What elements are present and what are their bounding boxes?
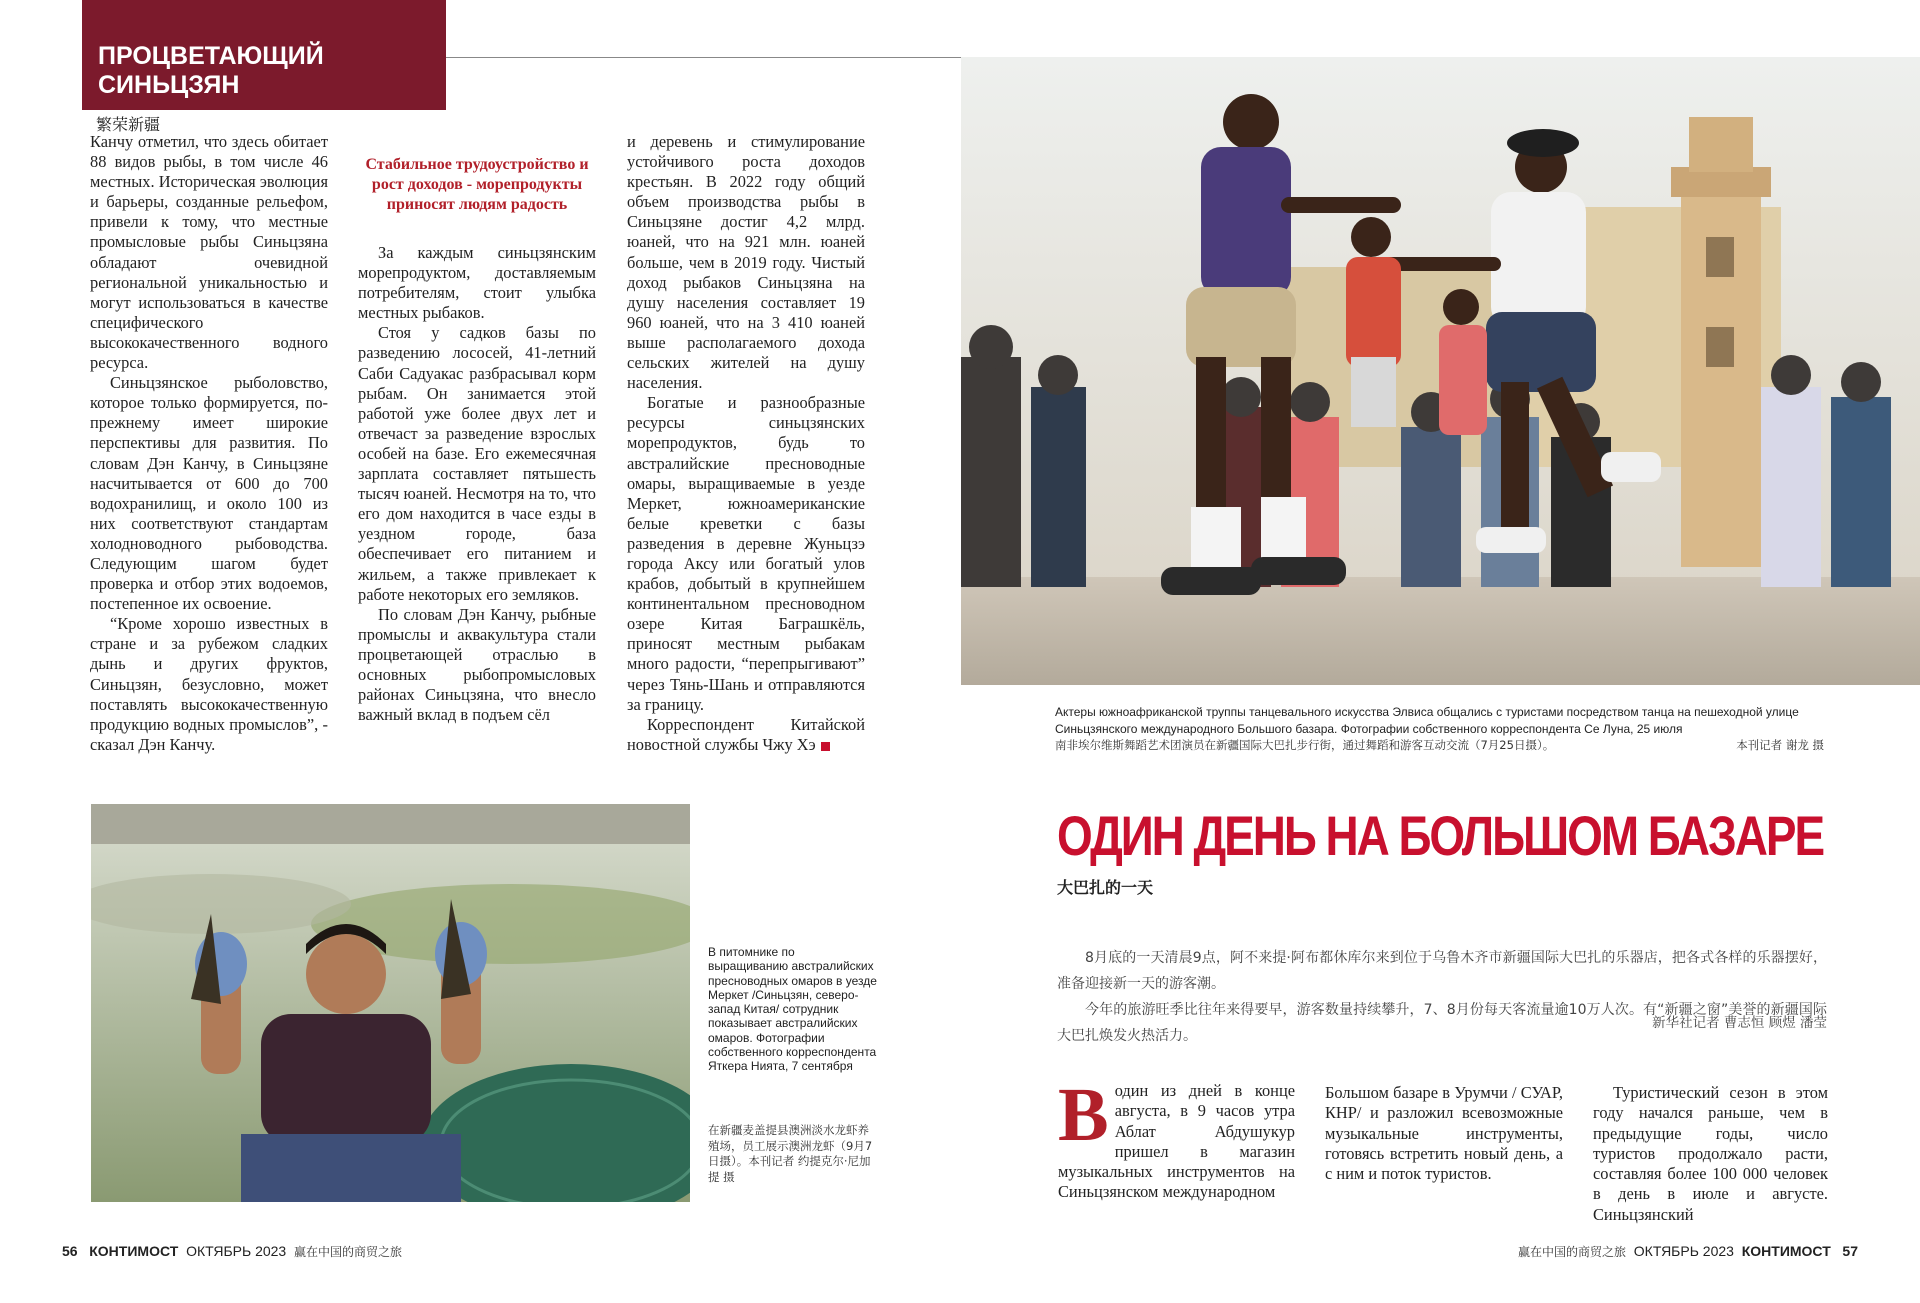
lead-paragraph: 8月底的一天清晨9点，阿不来提·阿布都休库尔来到位于乌鲁木齐市新疆国际大巴扎的乐器店，把各式各样的乐器摆好，准备迎接新一天的游客潮。 [1057,950,1827,992]
article-body-column-3 [1593,1083,1828,1225]
byline-paragraph [627,715,865,755]
byline: Корреспондент Китайской новостной службы Чжу Хэ [627,714,865,754]
article-column-2 [358,155,596,725]
page-number: 57 [1842,1243,1858,1259]
article-column-1 [90,132,328,755]
section-title-line1: ПРОЦВЕТАЮЩИЙ [98,42,324,70]
crayfish-photo [91,804,690,1202]
article-column-3 [627,132,865,755]
article-headline: ОДИН ДЕНЬ НА БОЛЬШОМ БАЗАРЕ [1057,804,1824,867]
article-body-column-2 [1325,1083,1563,1184]
section-title [98,42,438,100]
dance-photo-caption-chinese: 南非埃尔维斯舞蹈艺术团演员在新疆国际大巴扎步行街，通过舞蹈和游客互动交流（7月25日摄）。 [1055,738,1555,752]
footer-left [62,1243,402,1260]
paragraph: Богатые и разнообразные ресурсы синьцзянских морепродуктов, будь то австралийские пресноводные омары, выращиваемые в уезде Меркет, южноамериканские белые креветки с базы разведения в деревне Жуньцзэ города Аксу или богатый улов крабов, добытый в крупнейшем континентальном пресноводном озере Китая Баграшкёль, приносят местным рыбакам много радости, “перепрыгивают” через Тянь-Шань и отправляются за границу. [627,393,865,714]
paragraph: Синьцзянское рыболовство, которое только формируется, по-прежнему имеет широкие перспективы для развития. По словам Дэн Канчу, в Синьцзяне насчитывается от 600 до 700 водохранилищ, и около 100 из них соответствуют стандартам холодноводного рыбоводства. Следующим шагом будет проверка и отбор этих водоемов, постепенное их освоение. [90,373,328,614]
paragraph: Канчу отметил, что здесь обитает 88 видов рыбы, в том числе 46 местных. Историческая эволюция и барьеры, созданные рельефом, привели к тому, что местные промысловые рыбы Синьцзяна обладают очевидной региональной уникальностью и могут использоваться в качестве специфического высококачественного водного ресурса. [90,132,328,373]
crayfish-photo-caption-chinese: 在新疆麦盖提县澳洲淡水龙虾养殖场，员工展示澳洲龙虾（9月7日摄）。本刊记者 约提克尔·尼加提 摄 [708,1123,873,1184]
paragraph: По словам Дэн Канчу, рыбные промыслы и аквакультура стали процветающей отраслью в основных рыбопромысловых районах Синьцзяна, что внесло важный вклад в подъем сёл [358,604,596,725]
paragraph: Туристический сезон в этом году начался раньше, чем в предыдущие годы, число туристов продолжало расти, составляя более 100 000 человек в день в июле и августе. Синьцзянский [1593,1083,1828,1224]
page-number: 56 [62,1243,78,1259]
header-divider [446,57,961,58]
issue-date: ОКТЯБРЬ 2023 [1633,1243,1734,1259]
section-title-line2: СИНЬЦЗЯН [98,71,240,99]
article-lead-chinese [1057,945,1827,1049]
article-subheading: Стабильное трудоустройство и рост доходов - морепродукты приносят людям радость [365,156,589,213]
article-body-column-1 [1058,1073,1295,1203]
magazine-slogan: 赢在中国的商贸之旅 [294,1245,403,1259]
dance-photo-illustration [961,57,1920,685]
footer-right [1518,1243,1858,1260]
crayfish-photo-illustration [91,804,690,1202]
magazine-brand: КОНТИМОСТ [1741,1243,1831,1259]
paragraph: и деревень и стимулирование устойчивого роста доходов крестьян. В 2022 году общий объем производства рыбы в Синьцзяне достиг 4,2 млрд. юаней, что на 921 млн. юаней больше, чем в 2019 году. Чистый доход рыбаков Синьцзяна на душу населения составляет 19 960 юаней, что на 3 410 юаней выше располагаемого дохода сельских жителей на душу населения. [627,132,865,393]
issue-date: ОКТЯБРЬ 2023 [186,1243,287,1259]
paragraph: Стоя у садков базы по разведению лососей, 41-летний Саби Садуакас разбрасывал корм рыбам. Он занимается этой работой уже более двух лет и отвечаст за разведение взрослых особей на базе. Его ежемесячная зарплата составляет пятьшесть тысяч юаней. Несмотря на то, что его дом находится в часе езды в уездном городе, база обеспечивает его питанием и жильем, а также привлекает к работе некоторых его земляков. [358,323,596,604]
drop-cap: В [1058,1073,1109,1157]
article-headline-chinese: 大巴扎的一天 [1057,878,1154,897]
paragraph: Большом базаре в Урумчи / СУАР, КНР/ и разложил всевозможные музыкальные инструменты, готовясь встретить новый день, а с ним и поток туристов. [1325,1083,1563,1184]
dance-photo-caption: Актеры южноафриканской труппы танцевального искусства Элвиса общались с туристами посредством танца на пешеходной улице Синьцзянского международного Большого базара. Фотографии собственного корреспондента Се Луна, 25 июля [1055,705,1799,736]
paragraph: “Кроме хорошо известных в стране и за рубежом сладких дынь и других фруктов, Синьцзян, безусловно, может поставлять высококачественную продукцию водных промыслов”, - сказал Дэн Канчу. [90,614,328,754]
article-authors: 新华社记者 曹志恒 顾煜 潘莹 [1652,1015,1827,1031]
dance-photo-credit: 本刊记者 谢龙 摄 [1736,738,1824,752]
section-title-chinese: 繁荣新疆 [96,115,161,134]
crayfish-photo-caption: В питомнике по выращиванию австралийских пресноводных омаров в уезде Меркет /Синьцзян, северо-запад Китая/ сотрудник показывает австралийских омаров. Фотографии собственного корреспондента Яткера Ниятa, 7 сентября [708,945,877,1074]
dance-photo [961,57,1920,685]
end-mark-icon [821,742,830,751]
lead-paragraph: 今年的旅游旺季比往年来得要早，游客数量持续攀升，7、8月份每天客流量逾10万人次。有“新疆之窗”美誉的新疆国际大巴扎焕发火热活力。 [1057,1002,1827,1044]
magazine-brand: КОНТИМОСТ [89,1243,179,1259]
magazine-slogan: 赢在中国的商贸之旅 [1517,1245,1626,1259]
paragraph: один из дней в конце августа, в 9 часов утра Аблат Абдушукур пришел в магазин музыкальных инструментов на Синьцзянском международном [1058,1081,1295,1202]
paragraph: За каждым синьцзянским морепродуктом, доставляемым потребителям, стоит улыбка местных рыбаков. [358,243,596,323]
